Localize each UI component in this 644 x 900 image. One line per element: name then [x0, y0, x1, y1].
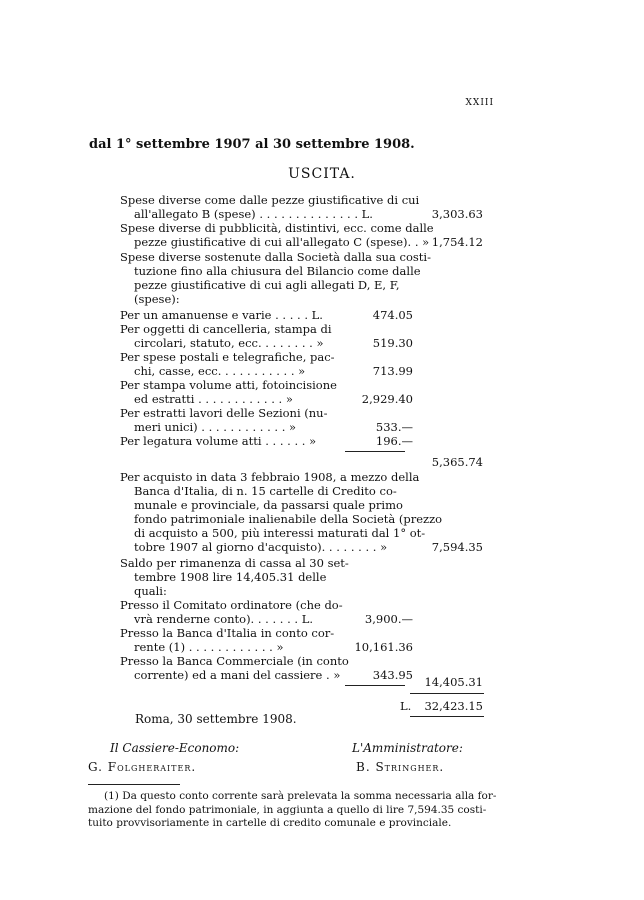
- sub-item-estratti: [120, 406, 327, 434]
- entry-line: (spese):: [134, 292, 180, 306]
- section-title: USCITA.: [288, 166, 356, 182]
- entry-line: tuzione fino alla chiusura del Bilancio come dalle: [134, 264, 421, 278]
- grand-total-prefix: L.: [400, 699, 412, 713]
- cash-item-line: rente (1) . . . . . . . . . . . . »: [134, 640, 284, 654]
- cash-total-amount: 14,405.31: [424, 675, 483, 689]
- sub-amount-postali: 713.99: [372, 364, 413, 378]
- sub-item-line: Per oggetti di cancelleria, stampa di: [120, 322, 332, 336]
- entry-line: Spese diverse di pubblicità, distintivi, ecc. come dalle: [120, 221, 434, 235]
- sub-item-legatura: [120, 434, 316, 448]
- sub-item-stampa: [120, 378, 337, 406]
- entry-line: tobre 1907 al giorno d'acquisto). . . . . . . . »: [134, 540, 388, 554]
- cash-item-banca-italia: [120, 626, 334, 654]
- entry-spese-societa: [120, 250, 431, 306]
- entry-saldo: [120, 556, 349, 598]
- footnote-line: mazione del fondo patrimoniale, in aggiunta a quello di lire 7,594.35 costi-: [88, 803, 487, 816]
- footnote-line: (1) Da questo conto corrente sarà prelevata la somma necessaria alla for-: [104, 790, 497, 802]
- sub-item-line: Per estratti lavori delle Sezioni (nu-: [120, 406, 328, 420]
- period-heading: dal 1° settembre 1907 al 30 settembre 1908.: [89, 137, 415, 152]
- entry-line: fondo patrimoniale inalienabile della Società (prezzo: [134, 512, 443, 526]
- sub-item-line: meri unici) . . . . . . . . . . . . »: [134, 420, 297, 434]
- cash-item-line: vrà renderne conto). . . . . . . L.: [134, 612, 314, 626]
- cash-item-line: corrente) ed a mani del cassiere . »: [134, 668, 341, 682]
- sub-amount-cancelleria: 519.30: [372, 336, 413, 350]
- signature-right-name: B. Stringher.: [356, 760, 445, 774]
- entry-line: tembre 1908 lire 14,405.31 delle: [134, 570, 327, 584]
- entry-line: Banca d'Italia, di n. 15 cartelle di Credito co-: [134, 484, 397, 498]
- sub-item-cancelleria: [120, 322, 332, 350]
- entry-spese-diverse: [120, 193, 420, 221]
- footnote-rule: [88, 784, 180, 785]
- amount-acquisto: 7,594.35: [431, 540, 483, 554]
- sub-item-line: Per spese postali e telegrafiche, pac-: [120, 350, 335, 364]
- signature-right-role: L'Amministratore:: [352, 741, 463, 755]
- subtotal-amount: 5,365.74: [431, 455, 483, 469]
- grand-total-rule-bottom: [410, 716, 484, 717]
- entry-line: Per acquisto in data 3 febbraio 1908, a mezzo della: [120, 470, 420, 484]
- subtotal-rule: [345, 451, 405, 452]
- cash-amount-banca-commerciale: 343.95: [372, 668, 413, 682]
- signature-left-name: G. Folgheraiter.: [88, 760, 197, 774]
- sub-amount-amanuense: 474.05: [372, 308, 413, 322]
- place-date: Roma, 30 settembre 1908.: [135, 712, 297, 726]
- cash-rule: [345, 685, 405, 686]
- entry-line: Spese diverse come dalle pezze giustificative di cui: [120, 193, 420, 207]
- cash-item-comitato: [120, 598, 343, 626]
- sub-item-line: chi, casse, ecc. . . . . . . . . . . »: [134, 364, 306, 378]
- entry-line: all'allegato B (spese) . . . . . . . . . . . . . . L.: [134, 207, 373, 221]
- cash-item-line: Presso la Banca d'Italia in conto cor-: [120, 626, 335, 640]
- sub-item-line: Per un amanuense e varie . . . . . L.: [120, 308, 323, 322]
- entry-acquisto: [120, 470, 443, 554]
- entry-line: di acquisto a 500, più interessi maturati dal 1° ot-: [134, 526, 426, 540]
- cash-item-banca-commerciale: [120, 654, 349, 682]
- entry-line: pezze giustificative di cui all'allegato C (spese). . »: [134, 235, 430, 249]
- entry-pubblicita: [120, 221, 434, 249]
- sub-item-line: Per stampa volume atti, fotoincisione: [120, 378, 337, 392]
- entry-line: Spese diverse sostenute dalla Società dalla sua costi-: [120, 250, 431, 264]
- cash-amount-banca-italia: 10,161.36: [354, 640, 413, 654]
- cash-item-line: Presso la Banca Commerciale (in conto: [120, 654, 349, 668]
- sub-amount-estratti: 533.—: [375, 420, 413, 434]
- sub-amount-stampa: 2,929.40: [361, 392, 413, 406]
- grand-total-rule-top: [410, 693, 484, 694]
- sub-item-line: circolari, statuto, ecc. . . . . . . . »: [134, 336, 324, 350]
- amount-spese-diverse: 3,303.63: [431, 207, 483, 221]
- page-number: XXIII: [465, 98, 494, 108]
- footnote-line: tuito provvisoriamente in cartelle di credito comunale e provinciale.: [88, 817, 452, 829]
- grand-total-amount: 32,423.15: [424, 699, 483, 713]
- amount-pubblicita: 1,754.12: [431, 235, 483, 249]
- signature-left-role: Il Cassiere-Economo:: [110, 741, 240, 755]
- sub-item-line: ed estratti . . . . . . . . . . . . »: [134, 392, 293, 406]
- footnote: [88, 790, 496, 831]
- sub-amount-legatura: 196.—: [375, 434, 413, 448]
- sub-item-line: Per legatura volume atti . . . . . . »: [120, 434, 317, 448]
- sub-item-amanuense: [120, 308, 323, 322]
- entry-line: quali:: [134, 584, 167, 598]
- entry-line: munale e provinciale, da passarsi quale primo: [134, 498, 403, 512]
- entry-line: Saldo per rimanenza di cassa al 30 set-: [120, 556, 349, 570]
- sub-item-postali: [120, 350, 335, 378]
- cash-amount-comitato: 3,900.—: [364, 612, 413, 626]
- entry-line: pezze giustificative di cui agli allegati D, E, F,: [134, 278, 400, 292]
- cash-item-line: Presso il Comitato ordinatore (che do-: [120, 598, 343, 612]
